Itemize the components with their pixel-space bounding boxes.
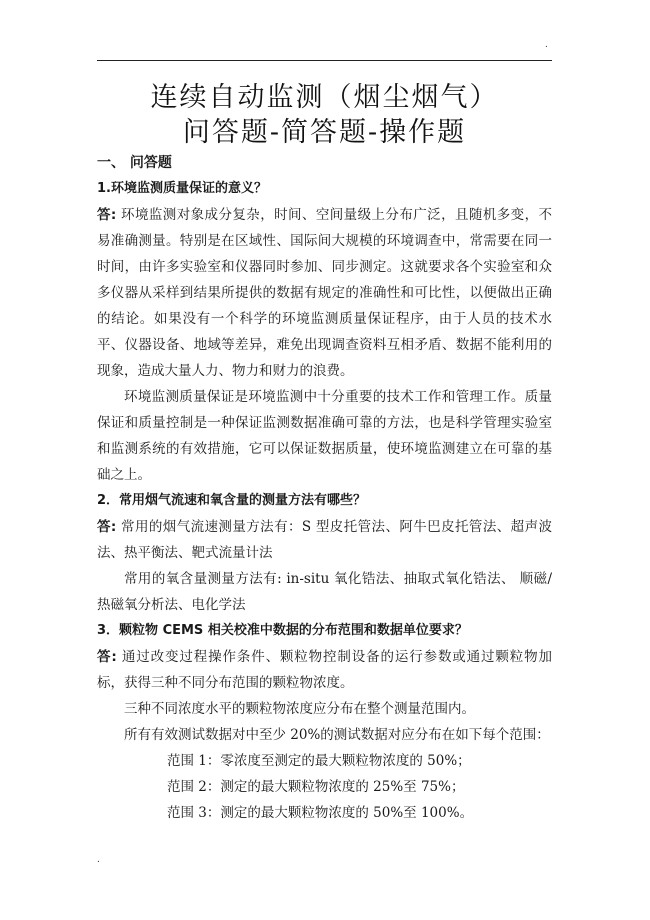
answer-1-paragraph-1 <box>97 202 552 384</box>
header-rule <box>97 60 552 61</box>
answer-2-paragraph-2: 常用的氧含量测量方法有: in-situ 氧化锆法、抽取式氧化锆法、 顺磁/热磁氧分析法、电化学法 <box>97 571 552 613</box>
answer-1-text-1: 环境监测对象成分复杂，时间、空间量级上分布广泛，且随机多变，不易准确测量。特别是在区域性、国际间大规模的环境调查中，常需要在同一时间，由许多实验室和仪器同时参加、同步测定。这就要求各个实验室和众多仪器从采样到结果所提供的数据有规定的准确性和可比性，以便做出正确的结论。如果没有一个科学的环境监测质量保证程序，由于人员的技术水平、仪器设备、地域等差异，难免出现调查资料互相矛盾、数据不能利用的现象，造成大量人力、物力和财力的浪费。 <box>97 207 552 379</box>
answer-2-text-1: 常用的烟气流速测量方法有：S 型皮托管法、阿牛巴皮托管法、超声波法、热平衡法、靶式流量计法 <box>97 519 552 561</box>
answer-label: 答: <box>97 207 117 223</box>
question-1: 1.环境监测质量保证的意义？ <box>97 181 267 196</box>
range-item-3: 范围 3：测定的最大颗粒物浓度的 50%至 100%。 <box>167 805 474 821</box>
question-3: 3．颗粒物 CEMS 相关校准中数据的分布范围和数据单位要求？ <box>97 623 468 638</box>
answer-3-paragraph-3: 所有有效测试数据对中至少 20%的测试数据对应分布在如下每个范围： <box>124 727 550 743</box>
range-item-1: 范围 1：零浓度至测定的最大颗粒物浓度的 50%； <box>167 753 471 769</box>
answer-3-paragraph-2: 三种不同浓度水平的颗粒物浓度应分布在整个测量范围内。 <box>124 701 475 717</box>
answer-label: 答: <box>97 519 117 535</box>
range-item-2: 范围 2：测定的最大颗粒物浓度的 25%至 75%； <box>167 779 465 795</box>
section-heading: 一、 问答题 <box>97 155 172 171</box>
answer-2-paragraph-1 <box>97 514 552 566</box>
document-body <box>97 148 552 826</box>
answer-label: 答: <box>97 649 117 665</box>
answer-3-paragraph-1 <box>97 644 552 696</box>
header-dot: . <box>545 40 548 50</box>
document-title-line2: 问答题-简答题-操作题 <box>182 117 467 148</box>
answer-3-text-1: 通过改变过程操作条件、颗粒物控制设备的运行参数或通过颗粒物加标，获得三种不同分布范围的颗粒物浓度。 <box>97 649 552 691</box>
document-title-line1: 连续自动监测（烟尘烟气） <box>150 82 499 113</box>
question-2: 2．常用烟气流速和氧含量的测量方法有哪些？ <box>97 493 367 508</box>
footer-dot: . <box>97 855 100 865</box>
answer-1-paragraph-2: 环境监测质量保证是环境监测中十分重要的技术工作和管理工作。质量保证和质量控制是一种保证监测数据准确可靠的方法，也是科学管理实验室和监测系统的有效措施，它可以保证数据质量，使环境监测建立在可靠的基础之上。 <box>97 389 552 483</box>
